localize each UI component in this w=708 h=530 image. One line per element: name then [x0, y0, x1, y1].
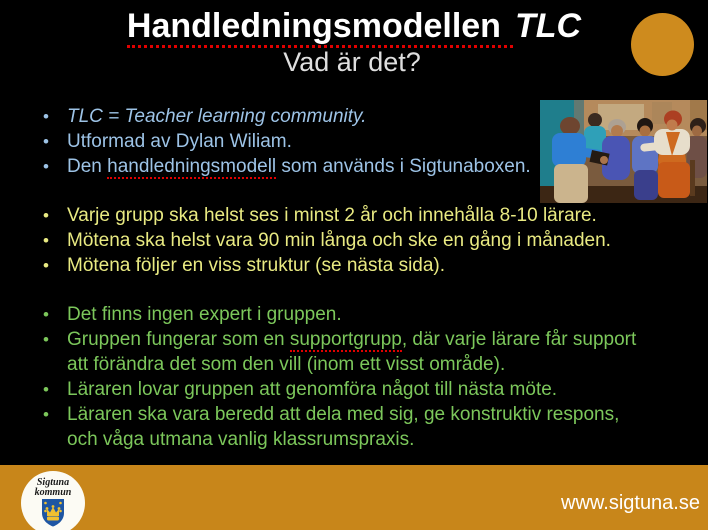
sigtuna-kommun-logo — [21, 471, 85, 530]
logo-text-line1: Sigtuna — [36, 477, 70, 488]
logo-text — [21, 471, 85, 498]
bullet-section-principles — [40, 302, 652, 452]
footer-bar — [0, 465, 708, 530]
bullet-item — [40, 253, 652, 278]
bullet-text: Det finns ingen expert i gruppen. — [67, 304, 342, 325]
bullet-icon: • — [43, 206, 49, 225]
bullet-text: Den handledningsmodell som används i Sigtunaboxen. — [67, 156, 531, 177]
bullet-icon: • — [43, 157, 49, 176]
bullet-text: Utformad av Dylan Wiliam. — [67, 131, 292, 152]
bullet-icon: • — [43, 256, 49, 275]
bullet-text: Varje grupp ska helst ses i minst 2 år och innehålla 8-10 lärare. — [67, 205, 597, 226]
bullet-icon: • — [43, 132, 49, 151]
slide-header — [0, 8, 708, 77]
bullet-icon: • — [43, 231, 49, 250]
bullet-section-meetings — [40, 203, 652, 278]
accent-circle-shape — [631, 13, 694, 76]
bullet-text: Läraren lovar gruppen att genomföra något till nästa möte. — [67, 379, 558, 400]
bullet-icon: • — [43, 107, 49, 126]
bullet-text: Gruppen fungerar som en supportgrupp, där varje lärare får support att förändra det som den vill (inom ett visst område). — [67, 329, 637, 375]
slide-title-main: Handledningsmodellen — [127, 7, 513, 48]
bullet-item — [40, 302, 652, 327]
slide-title-accent: TLC — [514, 7, 582, 45]
slide-title — [0, 8, 708, 44]
teachers-discussion-photo — [540, 100, 707, 203]
slide-subtitle: Vad är det? — [283, 47, 421, 77]
footer-url: www.sigtuna.se — [561, 492, 700, 514]
bullet-icon: • — [43, 330, 49, 349]
bullet-text: TLC = Teacher learning community. — [67, 106, 367, 127]
bullet-item — [40, 203, 652, 228]
bullet-text: Mötena ska helst vara 90 min långa och ske en gång i månaden. — [67, 230, 611, 251]
bullet-icon: • — [43, 405, 49, 424]
bullet-text: Mötena följer en viss struktur (se nästa sida). — [67, 255, 446, 276]
bullet-text: Läraren ska vara beredd att dela med sig, ge konstruktiv respons, och våga utmana vanlig klassrumspraxis. — [67, 404, 620, 450]
bullet-icon: • — [43, 380, 49, 399]
crown-shield-icon — [21, 499, 85, 530]
logo-text-line2: kommun — [34, 487, 72, 498]
bullet-icon: • — [43, 305, 49, 324]
bullet-item — [40, 402, 652, 452]
bullet-item — [40, 228, 652, 253]
bullet-item — [40, 377, 652, 402]
bullet-item — [40, 327, 652, 377]
